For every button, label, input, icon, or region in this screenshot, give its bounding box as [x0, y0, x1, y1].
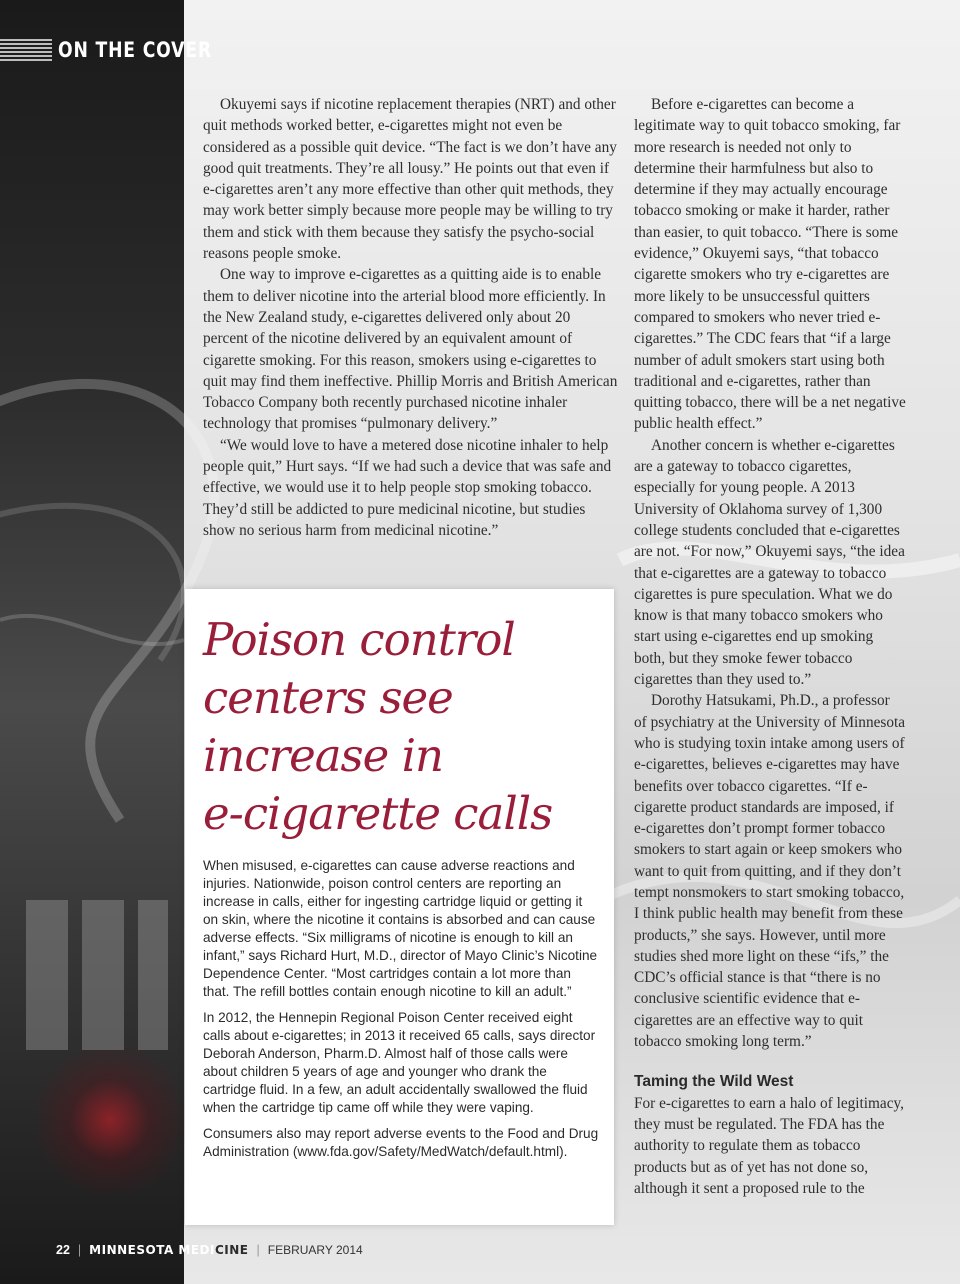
paragraph: Before e-cigarettes can become a legitimate way to quit tobacco smoking, far more research is needed not only to determine their harmfulness but also to determine if they may actually encourage tobacco smoking or make it harder, rather than easier, to quit tobacco. “There is some evidence,” Okuyemi says, “that tobacco cigarette smokers who try e-cigarettes are more likely to be unsuccessful quitters compared to smokers who never tried e-cigarettes.” The CDC fears that “if a large number of adult smokers start using both traditional and e-cigarettes, rather than quitting tobacco, there will be a net negative public health effect.”	[634, 96, 906, 433]
paragraph: Dorothy Hatsukami, Ph.D., a professor of psychiatry at the University of Minnesota who is studying toxin intake among users of e-cigarettes, believes e-cigarettes may have benefits over tobacco cigarettes. “If e-cigarette product standards are imposed, if e-cigarettes don’t prompt former tobacco smokers to start again or keep smokers who want to quit from quitting, and if they don’t tempt nonsmokers to start smoking tobacco, I think public health may benefit from these products,” she says. However, until more studies shed more light on these “ifs,” the CDC’s official stance is that “there is no conclusive scientific evidence that e-cigarettes are an effective way to quit tobacco smoking long term.”	[634, 692, 906, 1051]
publication-name-part: CINE	[214, 1243, 249, 1257]
subheading: Taming the Wild West	[634, 1073, 794, 1091]
sidebar-title-line: increase in	[203, 729, 443, 782]
sidebar-paragraph: In 2012, the Hennepin Regional Poison Center received eight calls about e-cigarettes; in 2013 it received 65 calls, says director Deborah Anderson, Pharm.D. Almost half of those calls were about children 5 years of age and younger who drank the cartridge fluid. In a few, an adult accidentally swallowed the fluid when the cartridge tip came off while they were vaping.	[203, 1010, 596, 1115]
section-label: ON THE COVER	[58, 38, 212, 62]
footer-separator: |	[77, 1243, 82, 1257]
article-column-right	[634, 94, 906, 1199]
paragraph: For e-cigarettes to earn a halo of legitimacy, they must be regulated. The FDA has the authority to regulate them as tobacco products but as of yet has not done so, although it sent a proposed rule to the	[634, 1094, 904, 1197]
paragraph: One way to improve e-cigarettes as a quitting aide is to enable them to deliver nicotine into the arterial blood more efficiently. In the New Zealand study, e-cigarettes delivered only about 20 percent of the nicotine delivered by an equivalent amount of cigarette smoking. For this reason, smokers using e-cigarettes to quit may find them ineffective. Phillip Morris and British American Tobacco Company both recently purchased nicotine inhaler technology that promises “pulmonary delivery.”	[203, 266, 618, 433]
sidebar-title	[203, 611, 603, 843]
section-header	[0, 36, 246, 64]
paragraph: “We would love to have a metered dose nicotine inhaler to help people quit,” Hurt says. “If we had such a device that was safe and effective, we would use it to help people stop smoking tobacco. They’d still be addicted to pure medicinal nicotine, but studies show no serious harm from medicinal nicotine.”	[203, 436, 612, 539]
sidebar-title-line: e-cigarette calls	[203, 787, 553, 840]
sidebar-box	[185, 589, 614, 1225]
sidebar-paragraph: Consumers also may report adverse events to the Food and Drug Administration (www.fda.gov/Safety/MedWatch/default.html).	[203, 1126, 599, 1159]
publication-name-part: MINNESOTA MEDI	[89, 1243, 215, 1257]
sidebar-body	[203, 857, 601, 1169]
footer-separator: |	[256, 1243, 260, 1257]
sidebar-title-line: centers see	[203, 671, 453, 724]
sidebar-title-line: Poison control	[203, 613, 515, 666]
paragraph: Okuyemi says if nicotine replacement therapies (NRT) and other quit methods worked better, e-cigarettes might not even be considered as a possible quit device. “The fact is we don’t have any good quit treatments. They’re all lousy.” He points out that even if e-cigarettes aren’t any more effective than other quit methods, they may work better simply because more people may be willing to try them and stick with them because they satisfy the psycho-social reasons people smoke.	[203, 96, 617, 263]
article-column-left	[203, 94, 619, 541]
decorative-bar	[138, 900, 168, 1050]
page-number: 22	[56, 1243, 70, 1257]
decorative-bar	[26, 900, 68, 1050]
decorative-bar	[82, 900, 124, 1050]
issue-date: FEBRUARY 2014	[267, 1243, 363, 1257]
sidebar-paragraph: When misused, e-cigarettes can cause adverse reactions and injuries. Nationwide, poison control centers are reporting an increase in calls, either for ingesting cartridge liquid or getting it on skin, where the nicotine it contains is absorbed and can cause adverse effects. “Six milligrams of nicotine is enough to kill an infant,” says Richard Hurt, M.D., director of Mayo Clinic’s Nicotine Dependence Center. “Most cartridges contain a lot more than that. The refill bottles contain enough nicotine to kill an adult.”	[203, 858, 598, 999]
red-glow	[30, 1040, 190, 1200]
publication-name	[89, 1243, 248, 1257]
page-footer	[56, 1240, 363, 1260]
header-stripes	[0, 39, 52, 61]
paragraph: Another concern is whether e-cigarettes are a gateway to tobacco cigarettes, especially for young people. A 2013 University of Oklahoma survey of 1,300 college students concluded that e-cigarettes are not. “For now,” Okuyemi says, “the idea that e-cigarettes are a gateway to tobacco cigarettes is pure speculation. What we do know is that many tobacco smokers who start using e-cigarettes end up smoking both, but they smoke fewer tobacco cigarettes than they used to.”	[634, 436, 905, 689]
